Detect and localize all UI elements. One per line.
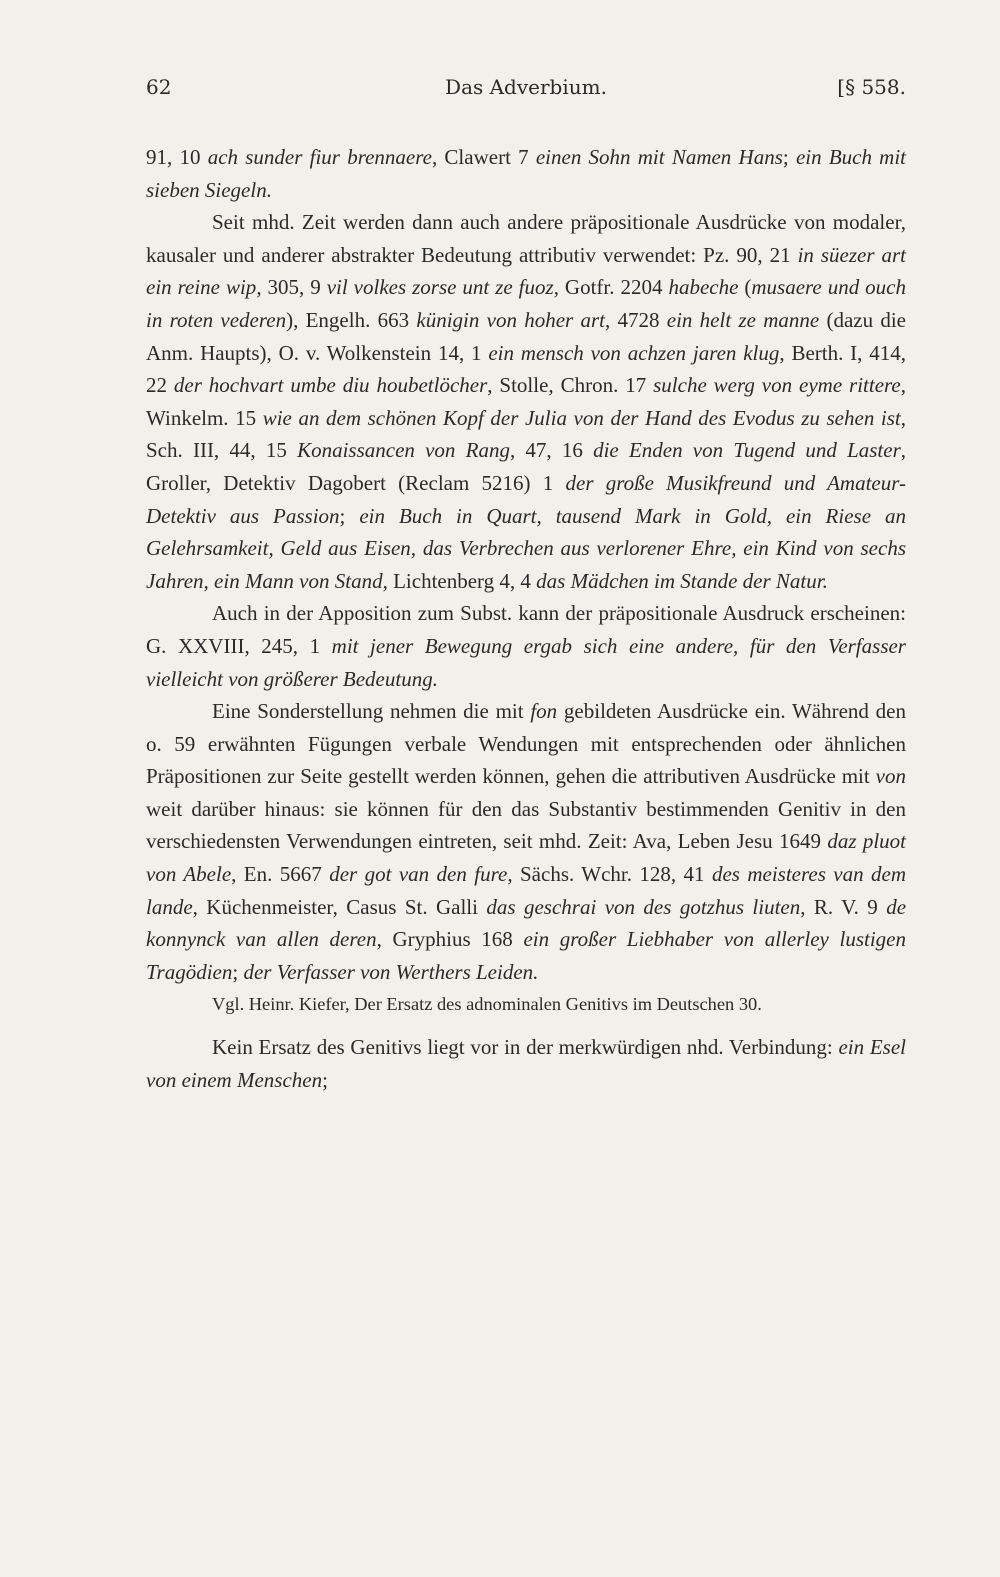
text: , 4728 bbox=[604, 307, 667, 332]
book-page bbox=[146, 75, 906, 1097]
italic-text: der hochvart umbe diu houbetlöcher bbox=[173, 373, 488, 398]
text: , Clawert 7 bbox=[431, 145, 536, 169]
italic-text: ein helt ze manne bbox=[666, 307, 820, 332]
italic-text: Konaissancen von Rang bbox=[297, 438, 510, 463]
italic-text: des meisteres van dem lande bbox=[146, 862, 906, 919]
text: , R. V. 9 bbox=[800, 894, 887, 919]
text: Vgl. Heinr. Kiefer, Der Ersatz des adnominalen Genitivs im Deutschen 30. bbox=[212, 994, 762, 1015]
footnote-reference bbox=[146, 990, 906, 1019]
text: , Berth. I, 414, 22 bbox=[146, 340, 906, 398]
running-header bbox=[146, 75, 906, 115]
italic-text: das Mädchen im Stande der Natur. bbox=[536, 568, 828, 593]
text: gebildeten Ausdrücke ein. Während den o. 59 erwähnten Fügungen verbale Wendungen mit entsprechenden oder ähnlichen Präpositionen zur Seite gestellt werden können, gehen die attributiven Ausdrücke mit bbox=[146, 699, 906, 789]
italic-text: von bbox=[875, 764, 906, 789]
paragraph bbox=[146, 206, 906, 597]
italic-text: ein Esel von einem Menschen bbox=[146, 1035, 906, 1093]
italic-text: künigin von hoher art bbox=[416, 307, 605, 332]
italic-text: der got van den fure bbox=[329, 862, 508, 887]
italic-text: einen Sohn mit Namen Hans bbox=[535, 145, 783, 169]
italic-text: habeche bbox=[668, 275, 739, 300]
text: , En. 5667 bbox=[231, 862, 330, 887]
paragraph bbox=[146, 597, 906, 695]
italic-text: vil volkes zorse unt ze fuoz bbox=[326, 275, 554, 300]
italic-text: ein großer Liebhaber von allerley lustigen Tragödien bbox=[146, 927, 906, 984]
italic-text: ein Buch mit sieben Siegeln. bbox=[146, 145, 907, 202]
paragraph bbox=[146, 141, 906, 206]
paragraph bbox=[146, 1031, 906, 1096]
text: ; bbox=[339, 503, 360, 528]
text: Auch in der Apposition zum Subst. kann der präpositionale Ausdruck erscheinen: G. XXVIII, 245, 1 bbox=[146, 601, 906, 658]
section-reference: [§ 558. bbox=[837, 75, 906, 99]
text: , Küchenmeister, Casus St. Galli bbox=[192, 894, 487, 919]
text: ; bbox=[782, 145, 796, 169]
italic-text: ein Buch in Quart, tausend Mark in Gold, ein Riese an Gelehrsamkeit, Geld aus Eisen, das Verbrechen aus verlorener Ehre, ein Kind von sechs Jahren, ein Mann von Stand bbox=[146, 503, 906, 593]
text: , Gryphius 168 bbox=[376, 927, 524, 952]
italic-text: ach sunder fiur brennaere bbox=[207, 145, 432, 169]
paragraph bbox=[146, 695, 906, 988]
italic-text: der Verfasser von Werthers Leiden. bbox=[243, 959, 539, 984]
italic-text: in süezer art ein reine wip bbox=[146, 242, 906, 300]
text: , Groller, Detektiv Dagobert (Reclam 5216) 1 bbox=[146, 438, 906, 495]
text: , Lichtenberg 4, 4 bbox=[382, 568, 537, 593]
italic-text: sulche werg von eyme rittere bbox=[653, 373, 901, 398]
italic-text: die Enden von Tugend und Laster bbox=[593, 438, 901, 463]
text: 91, 10 bbox=[146, 145, 208, 169]
text: , Winkelm. 15 bbox=[146, 373, 906, 430]
text: ; bbox=[322, 1068, 328, 1093]
text: , 305, 9 bbox=[256, 275, 327, 300]
italic-text: musaere und ouch in roten vederen bbox=[146, 275, 907, 332]
italic-text: fon bbox=[530, 699, 558, 724]
italic-text: das geschrai von des gotzhus liuten bbox=[486, 894, 801, 919]
text: Eine Sonderstellung nehmen die mit bbox=[212, 699, 531, 724]
text: Kein Ersatz des Genitivs liegt vor in der merkwürdigen nhd. Verbindung: bbox=[212, 1035, 839, 1060]
text: , Gotfr. 2204 bbox=[553, 275, 669, 300]
text: weit darüber hinaus: sie können für den das Substantiv bestimmenden Genitiv in den verschiedensten Verwendungen eintreten, seit mhd. Zeit: Ava, Leben Jesu 1649 bbox=[146, 796, 906, 854]
page-body bbox=[146, 141, 906, 1097]
text: , Stolle, Chron. 17 bbox=[487, 373, 654, 398]
text: ), Engelh. 663 bbox=[286, 307, 417, 332]
running-title: Das Adverbium. bbox=[445, 75, 607, 99]
text: , 47, 16 bbox=[509, 438, 594, 463]
text: (dazu die Anm. Haupts), O. v. Wolkenstein 14, 1 bbox=[146, 307, 907, 365]
text: ; bbox=[232, 959, 244, 984]
text: , Sch. III, 44, 15 bbox=[146, 405, 906, 463]
italic-text: de konnynck van allen deren bbox=[146, 894, 907, 952]
text: Seit mhd. Zeit werden dann auch andere präpositionale Ausdrücke von modaler, kausaler und anderer abstrakter Bedeutung attributiv verwendet: Pz. 90, 21 bbox=[146, 210, 906, 267]
page-number: 62 bbox=[146, 75, 172, 99]
italic-text: mit jener Bewegung ergab sich eine andere, für den Verfasser vielleicht von größerer Bedeutung. bbox=[146, 633, 906, 691]
text: , Sächs. Wchr. 128, 41 bbox=[507, 862, 712, 887]
text: ( bbox=[738, 275, 752, 300]
italic-text: wie an dem schönen Kopf der Julia von der Hand des Evodus zu sehen ist bbox=[262, 405, 901, 430]
italic-text: ein mensch von achzen jaren klug bbox=[488, 340, 780, 365]
italic-text: daz pluot von Abele bbox=[146, 829, 907, 887]
italic-text: der große Musikfreund und Amateur-Detektiv aus Passion bbox=[146, 470, 907, 528]
